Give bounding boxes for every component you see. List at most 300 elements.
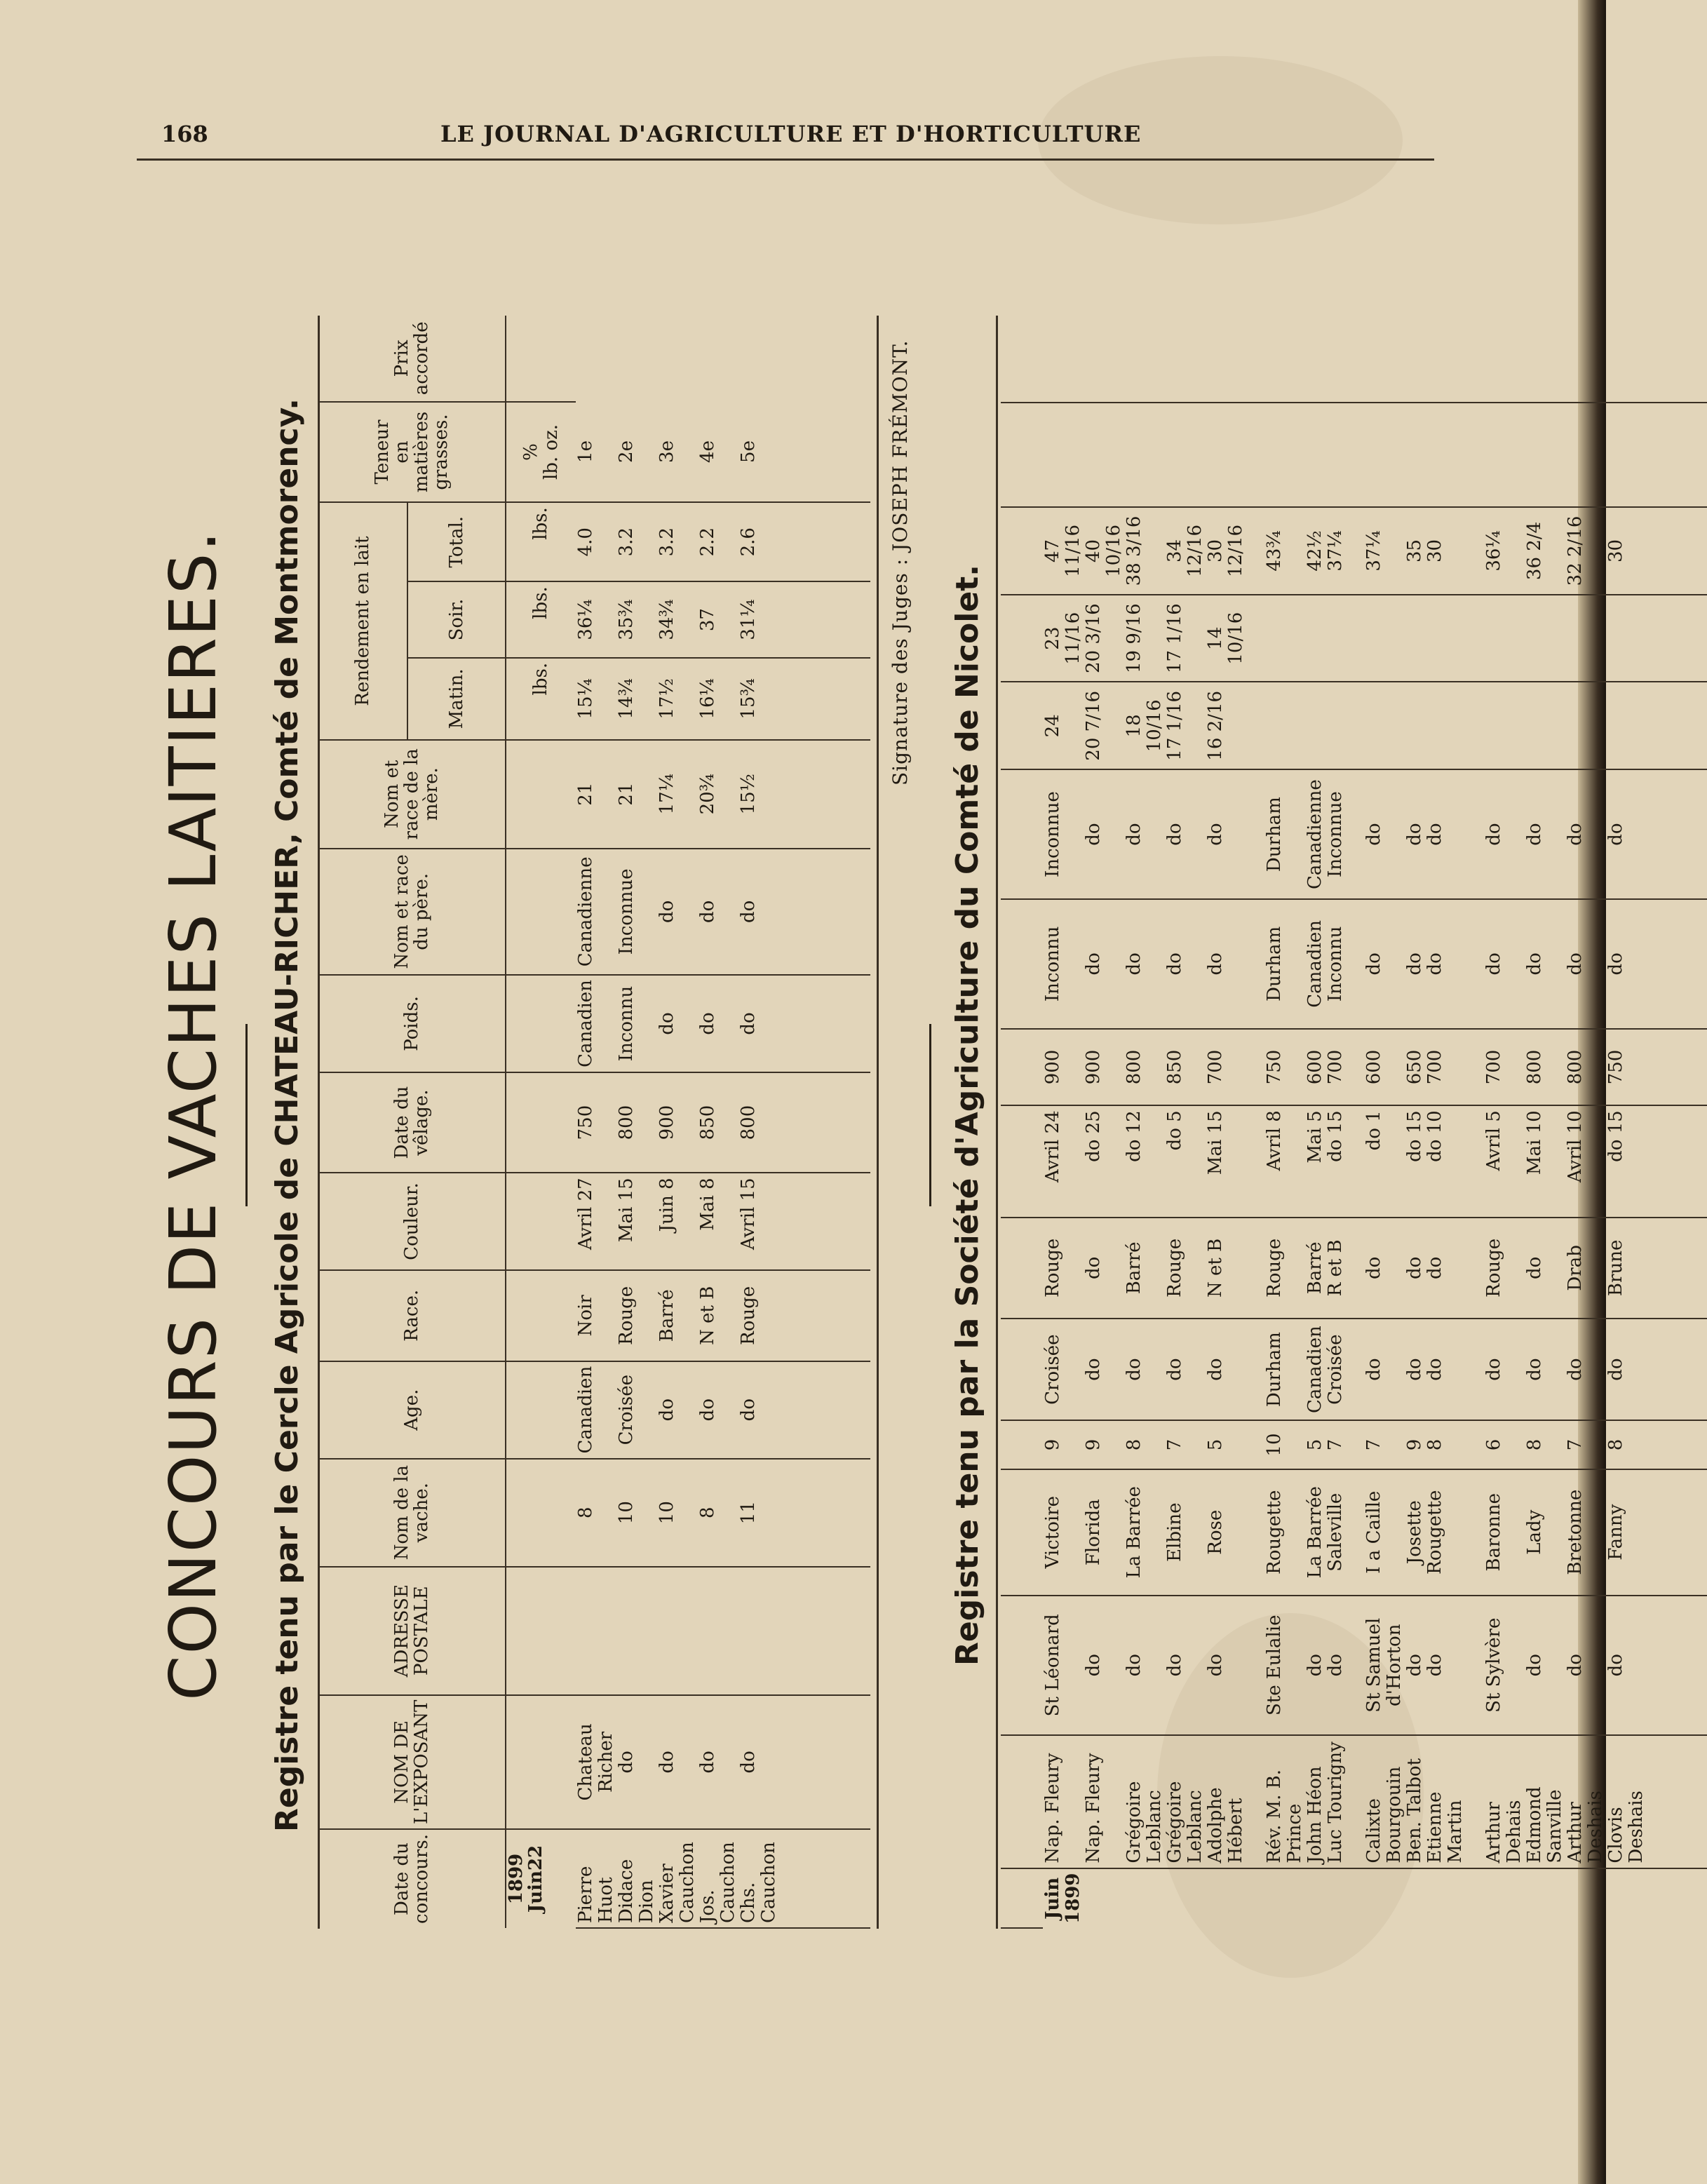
cow-weight: 700 [1425, 1029, 1466, 1106]
calving-date: Avril 27 [576, 1173, 616, 1269]
cow-age: 7 [1364, 1420, 1405, 1469]
milk-total: 47 11/16 [1043, 507, 1084, 595]
cow-age: 5 [1206, 1420, 1246, 1469]
milk-morning: 15½ [738, 740, 779, 849]
milk-morning [1606, 682, 1647, 769]
calving-date: Avril 8 [1264, 1105, 1305, 1217]
exposant-name: Nap. Fleury [1084, 1735, 1124, 1868]
table-row [1425, 316, 1466, 1928]
table-row [657, 316, 698, 1928]
cow-breed: Croisée [616, 1361, 657, 1459]
exposant-name: Arthur Deshais [1565, 1735, 1606, 1868]
milk-morning: 20 7/16 [1084, 682, 1124, 769]
unit-teneur [506, 402, 576, 502]
sire: do [1484, 899, 1525, 1029]
sire: do [1565, 899, 1606, 1029]
exposant-name: Arthur Dehais [1484, 1735, 1525, 1868]
dam: do [1484, 769, 1525, 899]
units-row [506, 316, 576, 1928]
cow-weight: 700 [1325, 1029, 1346, 1106]
sire: do [1165, 899, 1206, 1029]
cow-age: 9 [1084, 1420, 1124, 1469]
col-matin: Matin. [407, 658, 506, 740]
dam: do [1606, 769, 1647, 899]
col-prix: Prix accordé [318, 316, 506, 402]
calving-date: do 10 [1425, 1105, 1466, 1217]
cow-breed: do [1364, 1319, 1405, 1420]
exposant-name: Jos. Cauchon [698, 1829, 738, 1928]
col-age: Age. [318, 1361, 506, 1459]
exposant-address: do [1565, 1596, 1606, 1735]
dam: do [698, 849, 738, 975]
cow-color: Rouge [1043, 1218, 1084, 1319]
milk-evening [1425, 595, 1466, 682]
milk-total: 36¼ [576, 581, 616, 658]
sire: do [1425, 899, 1466, 1029]
milk-evening [1525, 595, 1565, 682]
cow-weight: 700 [1206, 1029, 1246, 1106]
unit-total: lbs. [506, 502, 576, 581]
sire: do [1606, 899, 1647, 1029]
cow-breed: do [1606, 1319, 1647, 1420]
exposant-name: Adolphe Hébert [1206, 1735, 1246, 1868]
exposant-address: do [1525, 1596, 1565, 1735]
cow-name: Rougette [1425, 1469, 1466, 1596]
milk-morning [1565, 682, 1606, 769]
milk-total: 37¼ [1325, 507, 1346, 595]
table-row [1606, 316, 1647, 1928]
table-row [1264, 316, 1305, 1928]
dam: Durham [1264, 769, 1305, 899]
sire: do [698, 975, 738, 1072]
milk-total: 42½ [1305, 507, 1325, 595]
cow-breed: do [1525, 1319, 1565, 1420]
cow-weight: 800 [1525, 1029, 1565, 1106]
cow-weight: 800 [1565, 1029, 1606, 1106]
exposant-name: Clovis Deshais [1606, 1735, 1647, 1868]
col-teneur: Teneur en matières grasses. [318, 402, 506, 502]
cow-weight: 750 [576, 1072, 616, 1173]
cow-name [698, 1567, 738, 1695]
dam: Canadienne [1305, 769, 1325, 899]
exposant-address: do [1084, 1596, 1124, 1735]
cow-weight: 600 [1305, 1029, 1325, 1106]
milk-morning [1484, 682, 1525, 769]
registry2-date-year: 1899 [1062, 1873, 1084, 1924]
milk-evening [1325, 595, 1346, 682]
cow-name: I a Caille [1364, 1469, 1405, 1596]
milk-evening: 20 3/16 [1084, 595, 1124, 682]
cow-color: do [1364, 1218, 1405, 1319]
cow-breed: Canadien [576, 1361, 616, 1459]
prize: 5e [738, 402, 779, 502]
cow-name: Rougette [1264, 1469, 1305, 1596]
dam: do [1565, 769, 1606, 899]
cow-age: 8 [1525, 1420, 1565, 1469]
dam: Canadienne [576, 849, 616, 975]
exposant-address: Ste Eulalie [1264, 1596, 1305, 1735]
calving-date: do 15 [1606, 1105, 1647, 1217]
milk-evening [1606, 595, 1647, 682]
milk-evening: 14 10/16 [1206, 595, 1246, 682]
cow-weight: 800 [1124, 1029, 1165, 1106]
cow-breed: Croisée [1043, 1319, 1084, 1420]
cow-breed: do [738, 1361, 779, 1459]
cow-name: Rose [1206, 1469, 1246, 1596]
table-row [738, 316, 779, 1928]
sire: do [1405, 899, 1425, 1029]
cow-name: Lady [1525, 1469, 1565, 1596]
judges-signature: Signature des Juges : JOSEPH FRÉMONT. [889, 339, 912, 786]
sire: do [1525, 899, 1565, 1029]
cow-color: R et B [1325, 1218, 1346, 1319]
cow-breed: do [1405, 1319, 1425, 1420]
table-row [616, 316, 657, 1928]
milk-total: 40 10/16 [1084, 507, 1124, 595]
cow-breed: do [698, 1361, 738, 1459]
running-title: LE JOURNAL D'AGRICULTURE ET D'HORTICULTURE [440, 121, 1142, 147]
unit-pct: % [520, 443, 541, 461]
col-date: Date du concours. [318, 1829, 506, 1928]
milk-morning [1305, 682, 1325, 769]
cow-color: N et B [1206, 1218, 1246, 1319]
exposant-address: St Léonard [1043, 1596, 1084, 1735]
cow-color: Barré [1305, 1218, 1325, 1319]
sire: do [1084, 899, 1124, 1029]
cow-age: 8 [1606, 1420, 1647, 1469]
cow-color: Rouge [1264, 1218, 1305, 1319]
milk-evening [1484, 595, 1525, 682]
cow-age: 10 [616, 1459, 657, 1567]
table-row [698, 316, 738, 1928]
cow-color: Brune [1606, 1218, 1647, 1319]
cow-breed: Canadien [1305, 1319, 1325, 1420]
cow-name: La Barrée [1124, 1469, 1165, 1596]
page-number: 168 [161, 121, 208, 147]
cow-name: Saleville [1325, 1469, 1346, 1596]
cow-breed: do [1425, 1319, 1466, 1420]
exposant-address: do [738, 1695, 779, 1829]
milk-total: 37¼ [1364, 507, 1405, 595]
table-row [576, 316, 616, 1928]
cow-weight: 800 [738, 1072, 779, 1173]
col-vache: Nom de la vache. [318, 1459, 506, 1567]
cow-name: Victoire [1043, 1469, 1084, 1596]
dam: do [1364, 769, 1405, 899]
milk-morning [1364, 682, 1405, 769]
dam: Inconnue [616, 849, 657, 975]
milk-morning: 17 1/16 [1165, 682, 1206, 769]
table-row [1525, 316, 1565, 1928]
cow-weight: 900 [657, 1072, 698, 1173]
exposant-name: Xavier Cauchon [657, 1829, 698, 1928]
cow-name [576, 1567, 616, 1695]
cow-breed: do [1124, 1319, 1165, 1420]
milk-total: 43¾ [1264, 507, 1305, 595]
col-poids: Poids. [318, 975, 506, 1072]
table-row [1084, 316, 1124, 1928]
cow-age: 6 [1484, 1420, 1525, 1469]
milk-evening: 14¾ [616, 658, 657, 740]
cow-weight: 850 [1165, 1029, 1206, 1106]
exposant-name: Didace Dion [616, 1829, 657, 1928]
col-adresse: ADRESSE POSTALE [318, 1567, 506, 1695]
prize: 1e [576, 402, 616, 502]
table-row [1565, 316, 1606, 1928]
exposant-address: St Sylvère [1484, 1596, 1525, 1735]
cow-color: N et B [698, 1270, 738, 1361]
cow-name: Josette [1405, 1469, 1425, 1596]
milk-evening: 17½ [657, 658, 698, 740]
milk-evening [1405, 595, 1425, 682]
sire: Canadien [1305, 899, 1325, 1029]
dam: do [1206, 769, 1246, 899]
exposant-name: Edmond Sanville [1525, 1735, 1565, 1868]
milk-morning: 17¼ [657, 740, 698, 849]
cow-name: La Barrée [1305, 1469, 1325, 1596]
exposant-name: Chs. Cauchon [738, 1829, 779, 1928]
sire: Durham [1264, 899, 1305, 1029]
cow-age: 10 [1264, 1420, 1305, 1469]
dam: do [1084, 769, 1124, 899]
cow-weight: 750 [1264, 1029, 1305, 1106]
calving-date: Mai 8 [698, 1173, 738, 1269]
registry1-table [318, 316, 870, 1929]
cow-color: Barré [1124, 1218, 1165, 1319]
cow-age: 7 [1565, 1420, 1606, 1469]
calving-date: Avril 15 [738, 1173, 779, 1269]
milk-morning [1525, 682, 1565, 769]
exposant-address: do [1606, 1596, 1647, 1735]
dam: Inconnue [1325, 769, 1346, 899]
sire: Inconnu [1043, 899, 1084, 1029]
dam: do [1124, 769, 1165, 899]
exposant-name: Pierre Huot [576, 1829, 616, 1928]
cow-age: 11 [738, 1459, 779, 1567]
cow-breed: do [1084, 1319, 1124, 1420]
cow-breed: do [1206, 1319, 1246, 1420]
registry1-date-day: Juin22 [525, 1845, 546, 1913]
registry2-date-month: Juin [1042, 1877, 1063, 1920]
milk-total: 30 [1425, 507, 1466, 595]
cow-breed: do [1484, 1319, 1525, 1420]
unit-matin: lbs. [506, 658, 576, 740]
milk-evening: 19 9/16 [1124, 595, 1165, 682]
table-row [1364, 316, 1405, 1928]
col-velage: Date du vêlage. [318, 1072, 506, 1173]
exposant-address: do [1405, 1596, 1425, 1735]
exposant-address: do [616, 1695, 657, 1829]
sire: do [657, 975, 698, 1072]
table-row [1484, 316, 1525, 1928]
dam: do [1525, 769, 1565, 899]
exposant-name: Rév. M. B. Prince [1264, 1735, 1305, 1868]
table-row [1043, 316, 1084, 1928]
col-pere: Nom et race du père. [318, 849, 506, 975]
milk-evening: 16¼ [698, 658, 738, 740]
exposant-name: Nap. Fleury [1043, 1735, 1084, 1868]
registry1-date-year: 1899 [506, 1853, 527, 1905]
milk-morning: 16 2/16 [1206, 682, 1246, 769]
exposant-name: John Héon [1305, 1735, 1325, 1868]
cow-age: 5 [1305, 1420, 1325, 1469]
exposant-address: do [1165, 1596, 1206, 1735]
exposant-address: Chateau Richer [576, 1695, 616, 1829]
fat-content: 4.0 [576, 502, 616, 581]
milk-total: 34¾ [657, 581, 698, 658]
table-row [1165, 316, 1206, 1928]
cow-color: do [1425, 1218, 1466, 1319]
calving-date: Mai 15 [616, 1173, 657, 1269]
registry2-table [1001, 316, 1707, 1929]
dam: do [738, 849, 779, 975]
milk-total: 30 [1606, 507, 1647, 595]
exposant-address: St Samuel d'Horton [1364, 1596, 1405, 1735]
calving-date: Mai 5 [1305, 1105, 1325, 1217]
cow-color: Barré [657, 1270, 698, 1361]
prize: 2e [616, 402, 657, 502]
cow-color: Rouge [616, 1270, 657, 1361]
milk-evening: 17 1/16 [1165, 595, 1206, 682]
milk-evening: 15¼ [576, 658, 616, 740]
sire: Inconnu [616, 975, 657, 1072]
cow-name [738, 1567, 779, 1695]
col-soir: Soir. [407, 581, 506, 658]
cow-age: 7 [1325, 1420, 1346, 1469]
milk-morning: 18 10/16 [1124, 682, 1165, 769]
col-couleur: Couleur. [318, 1173, 506, 1269]
cow-color: do [1525, 1218, 1565, 1319]
milk-evening [1305, 595, 1325, 682]
cow-age: 8 [576, 1459, 616, 1567]
milk-morning: 20¾ [698, 740, 738, 849]
rotated-page-content [137, 112, 1647, 2118]
cow-color: do [1405, 1218, 1425, 1319]
dam: Inconnue [1043, 769, 1084, 899]
milk-morning: 21 [576, 740, 616, 849]
dam: do [1165, 769, 1206, 899]
calving-date: do 15 [1405, 1105, 1425, 1217]
col-nom: NOM DE L'EXPOSANT [318, 1695, 506, 1829]
fat-content: 2.6 [738, 502, 779, 581]
milk-total: 30 12/16 [1206, 507, 1246, 595]
exposant-name: Grégoire Leblanc [1165, 1735, 1206, 1868]
cow-name: Fanny [1606, 1469, 1647, 1596]
cow-age: 9 [1405, 1420, 1425, 1469]
calving-date: Juin 8 [657, 1173, 698, 1269]
cow-breed: do [1165, 1319, 1206, 1420]
calving-date: Avril 10 [1565, 1105, 1606, 1217]
exposant-address: do [1425, 1596, 1466, 1735]
table-row [1405, 316, 1425, 1928]
unit-lboz: lb. oz. [540, 424, 562, 480]
cow-color: do [1084, 1218, 1124, 1319]
cow-name: Baronne [1484, 1469, 1525, 1596]
cow-color: Rouge [1165, 1218, 1206, 1319]
milk-total: 36¼ [1484, 507, 1525, 595]
cow-weight: 650 [1405, 1029, 1425, 1106]
cow-age: 9 [1043, 1420, 1084, 1469]
sire: Canadien [576, 975, 616, 1072]
cow-breed: do [657, 1361, 698, 1459]
calving-date: do 5 [1165, 1105, 1206, 1217]
col-total: Total. [407, 502, 506, 581]
milk-morning: 24 [1043, 682, 1084, 769]
sire: do [1206, 899, 1246, 1029]
col-rendement: Rendement en lait [318, 502, 407, 740]
cow-color: Rouge [1484, 1218, 1525, 1319]
milk-total: 37 [698, 581, 738, 658]
exposant-name: Grégoire Leblanc [1124, 1735, 1165, 1868]
exposant-address: do [1206, 1596, 1246, 1735]
cow-name: Bretonne [1565, 1469, 1606, 1596]
milk-morning [1425, 682, 1466, 769]
milk-evening: 15¾ [738, 658, 779, 740]
cow-age: 7 [1165, 1420, 1206, 1469]
calving-date: do 1 [1364, 1105, 1405, 1217]
fat-content: 2.2 [698, 502, 738, 581]
dam: do [1425, 769, 1466, 899]
exposant-address: do [1305, 1596, 1325, 1735]
cow-age: 8 [1124, 1420, 1165, 1469]
milk-total: 35 [1405, 507, 1425, 595]
calving-date: Mai 15 [1206, 1105, 1246, 1217]
table-row [1124, 316, 1165, 1928]
milk-total: 34 12/16 [1165, 507, 1206, 595]
fat-content: 3.2 [616, 502, 657, 581]
exposant-name: Luc Tourigny [1325, 1735, 1346, 1868]
sire: do [1364, 899, 1405, 1029]
table-row [1206, 316, 1246, 1928]
col-race: Race. [318, 1270, 506, 1361]
table-row [1325, 316, 1346, 1928]
exposant-name: Ben. Talbot [1405, 1735, 1425, 1868]
sire: do [738, 975, 779, 1072]
main-title: CONCOURS DE VACHES LAITIERES. [156, 530, 231, 1701]
cow-name [616, 1567, 657, 1695]
cow-age: 8 [698, 1459, 738, 1567]
milk-evening [1565, 595, 1606, 682]
sire: Inconnu [1325, 899, 1346, 1029]
exposant-name: Calixte Bourgouin [1364, 1735, 1405, 1868]
milk-evening: 23 11/16 [1043, 595, 1084, 682]
registry1-subtitle: Registre tenu par le Cercle Agricole de CHATEAU-RICHER, Comté de Montmorency. [269, 398, 305, 1833]
dam: do [1405, 769, 1425, 899]
milk-total: 38 3/16 [1124, 507, 1165, 595]
col-mere: Nom et race de la mère. [318, 740, 506, 849]
exposant-address: do [1124, 1596, 1165, 1735]
registry2-subtitle: Registre tenu par la Société d'Agriculture du Comté de Nicolet. [950, 565, 985, 1666]
exposant-name: Etienne Martin [1425, 1735, 1466, 1868]
cow-color: Drab [1565, 1218, 1606, 1319]
cow-name: Elbine [1165, 1469, 1206, 1596]
cow-weight: 800 [616, 1072, 657, 1173]
cow-weight: 900 [1043, 1029, 1084, 1106]
table-row [1305, 316, 1325, 1928]
exposant-address: do [698, 1695, 738, 1829]
cow-age: 10 [657, 1459, 698, 1567]
cow-breed: Durham [1264, 1319, 1305, 1420]
registry1-date [506, 1829, 576, 1928]
prize: 4e [698, 402, 738, 502]
milk-morning [1405, 682, 1425, 769]
exposant-address: do [657, 1695, 698, 1829]
dam: do [657, 849, 698, 975]
cow-weight: 850 [698, 1072, 738, 1173]
cow-weight: 900 [1084, 1029, 1124, 1106]
cow-breed: Croisée [1325, 1319, 1346, 1420]
calving-date: do 15 [1325, 1105, 1346, 1217]
